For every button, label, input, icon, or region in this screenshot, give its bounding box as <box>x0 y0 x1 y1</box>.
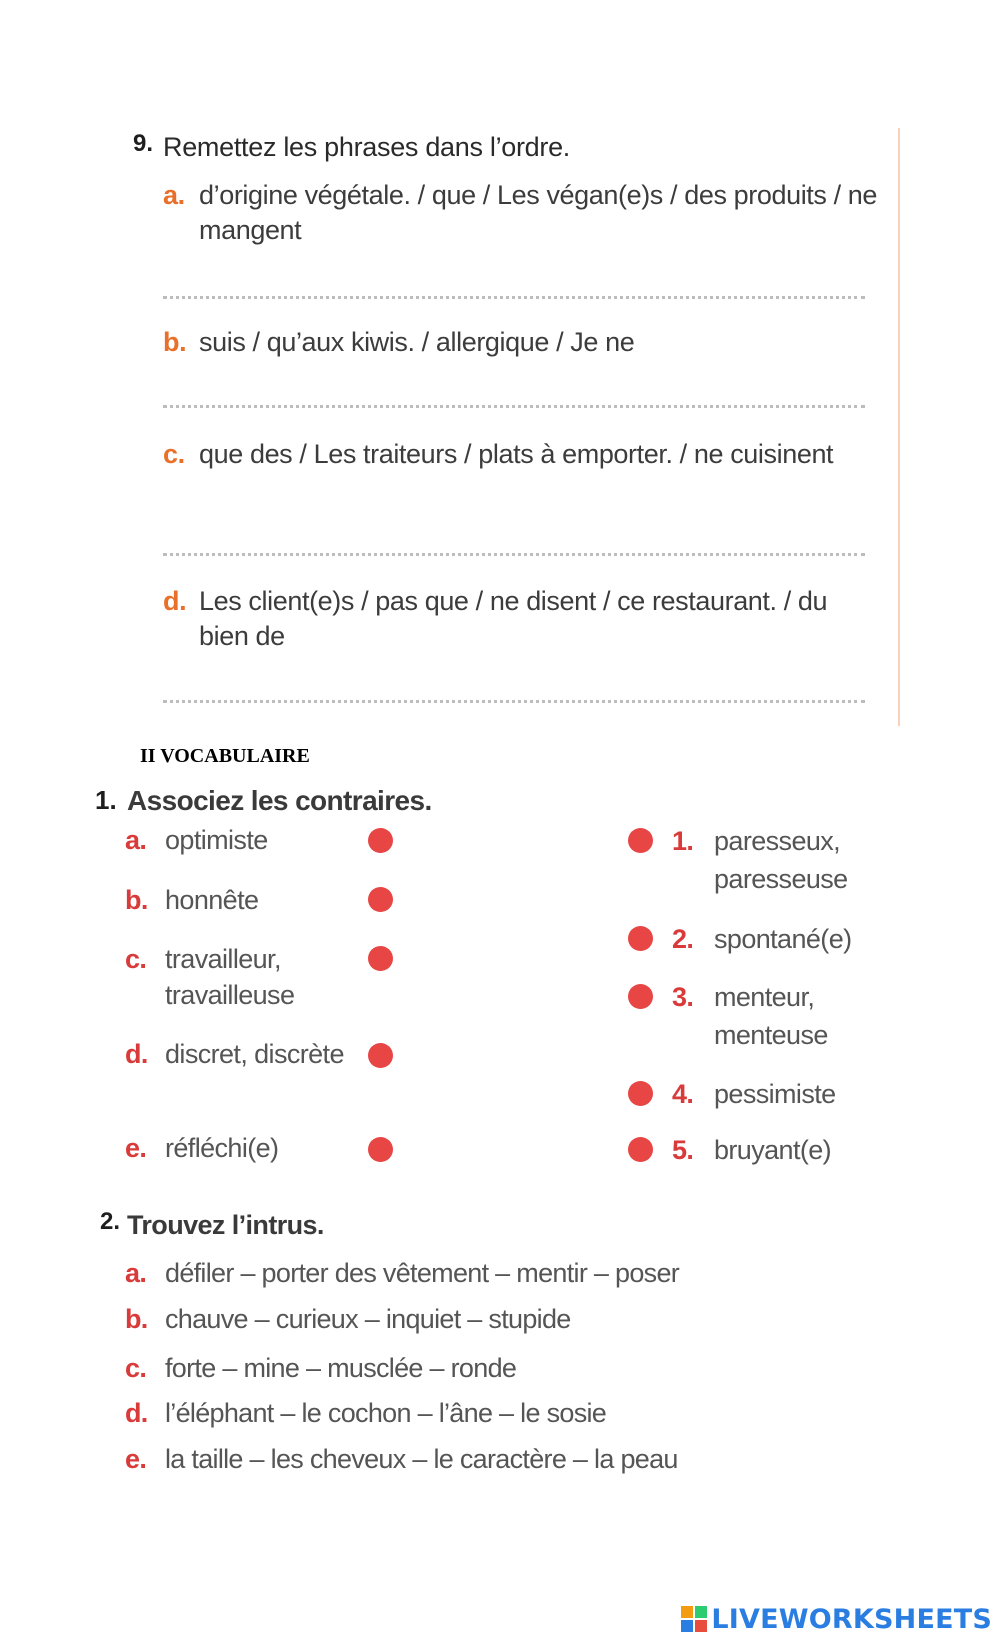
item-letter: a. <box>125 825 147 855</box>
item-text: optimiste <box>165 825 268 855</box>
item-text: menteur, menteuse <box>714 982 828 1050</box>
match-dot-right-5[interactable] <box>628 1137 653 1162</box>
logo-text: LIVEWORKSHEETS <box>711 1603 992 1635</box>
item-letter: e. <box>125 1133 147 1163</box>
item-letter: b. <box>163 327 187 357</box>
item-number: 4. <box>672 1079 694 1109</box>
match-dot-right-1[interactable] <box>628 828 653 853</box>
item-text: l’éléphant – le cochon – l’âne – le sosie <box>165 1398 607 1428</box>
item-letter: c. <box>125 944 147 974</box>
ex9-item-a <box>163 178 879 248</box>
item-text: discret, discrète <box>165 1039 344 1069</box>
match-dot-left-d[interactable] <box>368 1043 393 1068</box>
exercise-2-number: 2. <box>100 1208 121 1235</box>
item-letter: d. <box>125 1039 148 1069</box>
intrus-item-a <box>125 1258 679 1289</box>
item-letter: a. <box>125 1258 147 1288</box>
match-dot-left-e[interactable] <box>368 1137 393 1162</box>
item-number: 5. <box>672 1135 694 1165</box>
match-right-2 <box>672 920 934 958</box>
ex9-item-d <box>163 584 879 654</box>
intrus-item-c <box>125 1353 516 1384</box>
item-letter: a. <box>163 180 185 210</box>
item-letter: b. <box>125 885 148 915</box>
item-letter: b. <box>125 1304 148 1334</box>
match-right-4 <box>672 1075 934 1113</box>
item-letter: d. <box>163 586 187 616</box>
liveworksheets-logo-icon <box>681 1606 707 1632</box>
ex9-item-b <box>163 325 879 360</box>
match-left-c <box>125 941 355 1013</box>
item-text: forte – mine – musclée – ronde <box>165 1353 517 1383</box>
item-letter: d. <box>125 1398 148 1428</box>
match-dot-left-a[interactable] <box>368 828 393 853</box>
item-number: 2. <box>672 924 694 954</box>
item-letter: c. <box>125 1353 147 1383</box>
intrus-item-e <box>125 1444 678 1475</box>
exercise-1-number: 1. <box>95 785 117 815</box>
item-text: d’origine végétale. / que / Les végan(e)s / des produits / ne mangent <box>199 180 878 245</box>
exercise-9-number: 9. <box>133 130 154 157</box>
answer-line-c[interactable] <box>163 553 865 556</box>
liveworksheets-logo[interactable] <box>681 1603 992 1635</box>
item-text: bruyant(e) <box>714 1135 832 1165</box>
section-heading: II VOCABULAIRE <box>140 745 310 767</box>
match-right-1 <box>672 822 934 898</box>
match-dot-right-4[interactable] <box>628 1081 653 1106</box>
item-text: travailleur, travailleuse <box>165 944 295 1010</box>
match-right-3 <box>672 978 934 1054</box>
item-text: pessimiste <box>714 1079 836 1109</box>
item-text: paresseux, paresseuse <box>714 826 848 894</box>
match-left-e <box>125 1130 355 1166</box>
exercise-1-title: Associez les contraires. <box>127 785 432 816</box>
ex9-item-c <box>163 437 879 472</box>
item-text: que des / Les traiteurs / plats à emporter. / ne cuisinent <box>199 439 834 469</box>
answer-line-a[interactable] <box>163 296 865 299</box>
match-left-d <box>125 1036 355 1072</box>
item-letter: c. <box>163 439 185 469</box>
item-text: chauve – curieux – inquiet – stupide <box>165 1304 571 1334</box>
item-text: réfléchi(e) <box>165 1133 279 1163</box>
match-dot-right-2[interactable] <box>628 926 653 951</box>
item-text: honnête <box>165 885 259 915</box>
match-left-b <box>125 882 355 918</box>
item-number: 1. <box>672 826 694 856</box>
match-dot-left-c[interactable] <box>368 946 393 971</box>
item-text: spontané(e) <box>714 924 852 954</box>
item-text: suis / qu’aux kiwis. / allergique / Je ne <box>199 327 635 357</box>
exercise-9-title: Remettez les phrases dans l’ordre. <box>163 132 570 162</box>
item-number: 3. <box>672 982 694 1012</box>
match-right-5 <box>672 1131 934 1169</box>
intrus-item-b <box>125 1304 571 1335</box>
answer-line-b[interactable] <box>163 405 865 408</box>
exercise-2-title: Trouvez l’intrus. <box>127 1210 324 1240</box>
intrus-item-d <box>125 1398 606 1429</box>
answer-line-d[interactable] <box>163 700 865 703</box>
match-dot-right-3[interactable] <box>628 984 653 1009</box>
match-dot-left-b[interactable] <box>368 887 393 912</box>
item-letter: e. <box>125 1444 147 1474</box>
item-text: défiler – porter des vêtement – mentir – poser <box>165 1258 680 1288</box>
item-text: la taille – les cheveux – le caractère – la peau <box>165 1444 678 1474</box>
item-text: Les client(e)s / pas que / ne disent / ce restaurant. / du bien de <box>199 586 828 651</box>
match-left-a <box>125 822 355 858</box>
side-rule <box>898 128 900 726</box>
